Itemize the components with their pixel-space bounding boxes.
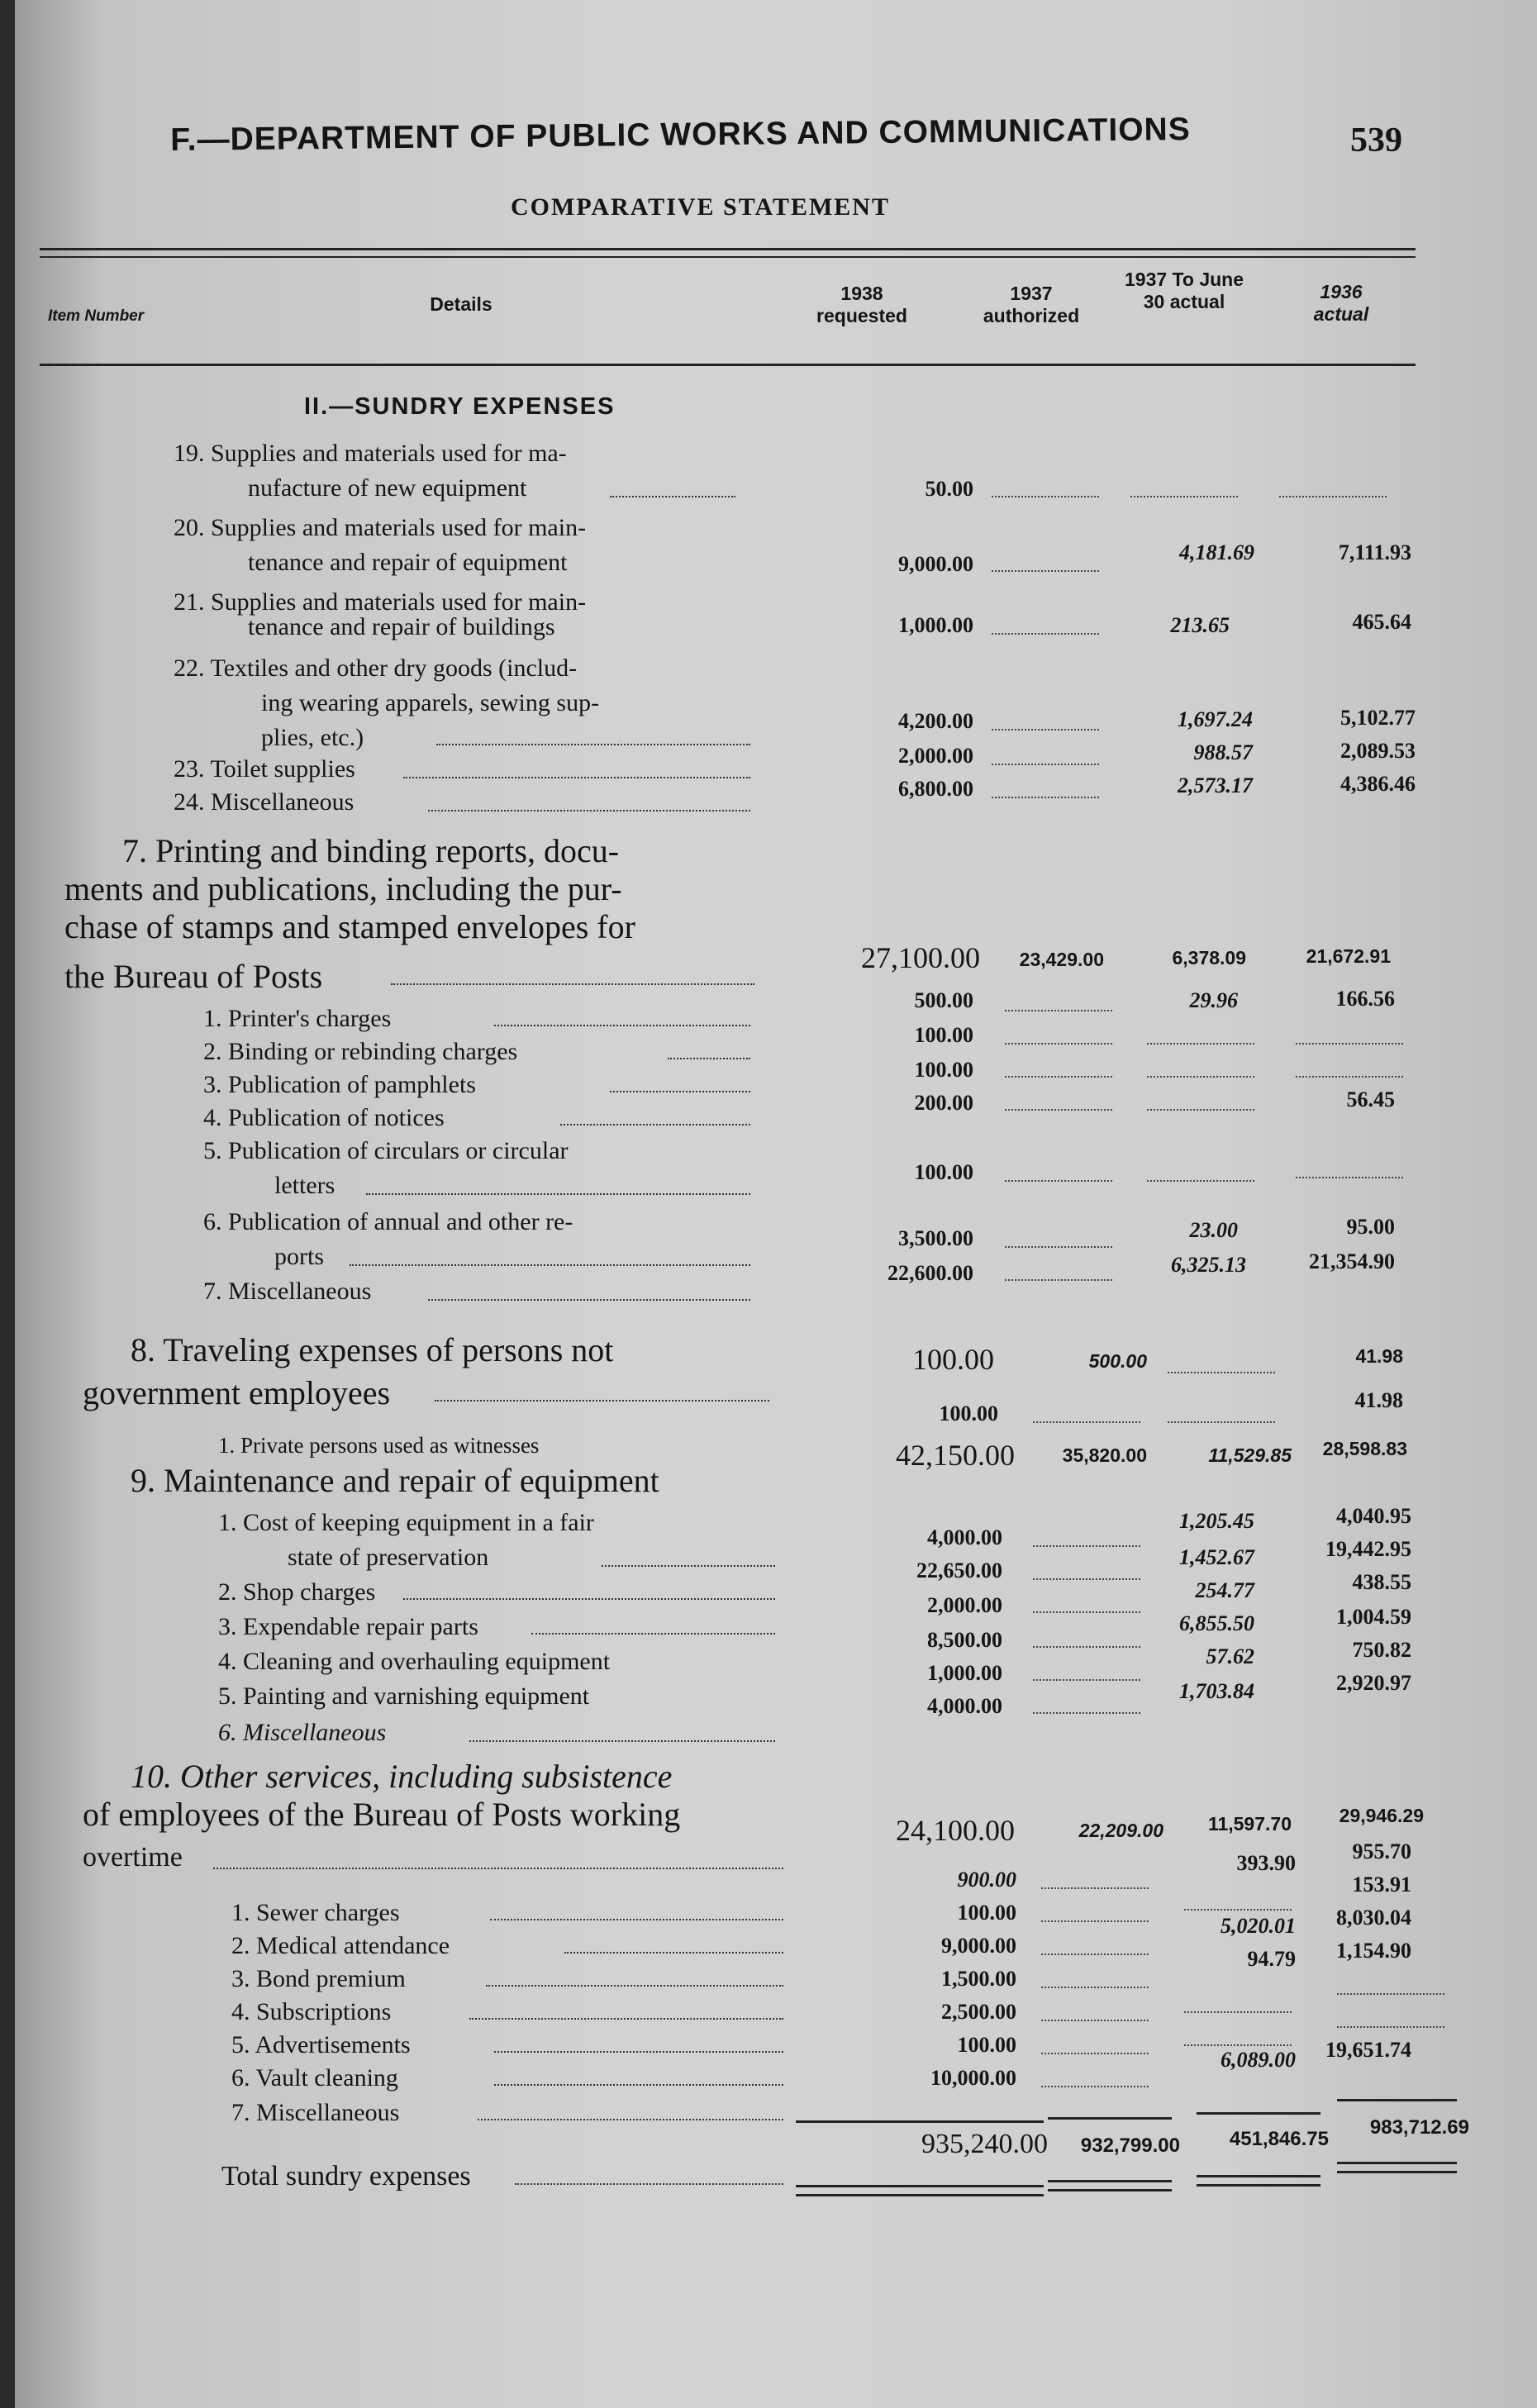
empty-cell bbox=[1033, 1646, 1140, 1648]
g10-sub1-req-1938: 100.00 bbox=[957, 1901, 1016, 1925]
g7-sub5-line2: letters bbox=[274, 1172, 335, 1199]
column-item-number: Item Number bbox=[48, 307, 145, 325]
g7-sub1-label: 1. Printer's charges bbox=[203, 1005, 392, 1032]
item-22-req-1938: 4,200.00 bbox=[898, 709, 973, 733]
g9-sub5-req-1938: 4,000.00 bbox=[927, 1694, 1002, 1718]
leader-dots bbox=[564, 1952, 783, 1954]
empty-cell bbox=[992, 797, 1099, 798]
leader-dots bbox=[366, 1193, 750, 1195]
g10-sub3-req-1938: 1,500.00 bbox=[941, 1967, 1016, 1991]
sum-rule bbox=[796, 2120, 1044, 2123]
item-23-label: 23. Toilet supplies bbox=[174, 755, 355, 783]
g10-sub1-label: 1. Sewer charges bbox=[231, 1899, 400, 1926]
g7-sub6-req-1938: 3,500.00 bbox=[898, 1226, 973, 1250]
group-7-line2: ments and publications, including the pur- bbox=[64, 870, 622, 907]
g7-sub4-label: 4. Publication of notices bbox=[203, 1104, 445, 1131]
empty-cell bbox=[1168, 1372, 1275, 1373]
g7-sub7-act-1936: 21,354.90 bbox=[1309, 1249, 1395, 1273]
leader-dots bbox=[391, 983, 754, 985]
empty-cell bbox=[1041, 1954, 1149, 1955]
empty-cell bbox=[1184, 1909, 1292, 1911]
g7-sub2-label: 2. Binding or rebinding charges bbox=[203, 1038, 518, 1065]
empty-cell bbox=[1033, 1578, 1140, 1580]
leader-dots bbox=[436, 744, 750, 745]
g7-sub2-req-1938: 100.00 bbox=[914, 1023, 973, 1047]
empty-cell bbox=[1041, 1887, 1149, 1889]
item-19-line1: 19. Supplies and materials used for ma- bbox=[174, 440, 567, 467]
item-23-req-1938: 2,000.00 bbox=[898, 744, 973, 768]
group-10-line2: of employees of the Bureau of Posts working bbox=[83, 1796, 681, 1833]
leader-dots bbox=[428, 810, 750, 811]
empty-cell bbox=[1168, 1421, 1275, 1423]
group-9-act-1936: 28,598.83 bbox=[1322, 1438, 1407, 1459]
g10-sub4-label: 4. Subscriptions bbox=[231, 1998, 392, 2025]
group-7-req-1938: 27,100.00 bbox=[861, 941, 980, 974]
leader-dots bbox=[560, 1124, 750, 1125]
empty-cell bbox=[1033, 1712, 1140, 1714]
group-9-req-1938: 42,150.00 bbox=[896, 1439, 1015, 1472]
g10-sub6-act-1937: 6,089.00 bbox=[1221, 2048, 1296, 2072]
group-10-req-1938: 24,100.00 bbox=[896, 1814, 1015, 1847]
empty-cell bbox=[1041, 1987, 1149, 1988]
empty-cell bbox=[1033, 1545, 1140, 1547]
empty-cell bbox=[1184, 2011, 1292, 2013]
group-10-auth-1937: 22,209.00 bbox=[1078, 1820, 1163, 1841]
empty-cell bbox=[1005, 1246, 1112, 1248]
g10-sub3-label: 3. Bond premium bbox=[231, 1965, 406, 1992]
group-10-line3: overtime bbox=[83, 1842, 183, 1873]
group-9-act-1937: 11,529.85 bbox=[1208, 1444, 1292, 1466]
leader-dots bbox=[486, 1985, 783, 1987]
g9-sub5-label: 5. Painting and varnishing equipment bbox=[218, 1682, 590, 1710]
g7-sub7-label: 7. Miscellaneous bbox=[203, 1278, 372, 1305]
leader-dots bbox=[494, 2051, 783, 2053]
item-22-line1: 22. Textiles and other dry goods (includ- bbox=[174, 654, 578, 682]
sum-rule bbox=[1197, 2112, 1320, 2115]
g10-sub4-req-1938: 2,500.00 bbox=[941, 2000, 1016, 2024]
item-21-line1: 21. Supplies and materials used for main- bbox=[174, 588, 587, 616]
empty-cell bbox=[1296, 1177, 1403, 1178]
g9-sub2-label: 2. Shop charges bbox=[218, 1578, 376, 1606]
leader-dots bbox=[469, 2018, 783, 2020]
group-7-act-1937: 6,378.09 bbox=[1172, 947, 1246, 968]
item-23-act-1937: 988.57 bbox=[1193, 740, 1253, 764]
empty-cell bbox=[1005, 1109, 1112, 1111]
g9-sub1-act-1937: 1,205.45 bbox=[1179, 1509, 1254, 1533]
g9-sub2-act-1936: 438.55 bbox=[1352, 1570, 1411, 1594]
g7-sub7-req-1938: 22,600.00 bbox=[887, 1261, 973, 1285]
group-9-auth-1937: 35,820.00 bbox=[1062, 1444, 1147, 1466]
group-8-auth-1937: 500.00 bbox=[1088, 1350, 1147, 1372]
g7-sub4-act-1936: 56.45 bbox=[1346, 1087, 1395, 1111]
leader-dots bbox=[490, 1919, 783, 1920]
g10-sub3-act-1936: 1,154.90 bbox=[1336, 1939, 1411, 1963]
total-auth-1937: 932,799.00 bbox=[1080, 2134, 1180, 2157]
item-20-line1: 20. Supplies and materials used for main- bbox=[174, 514, 587, 541]
empty-cell bbox=[1147, 1043, 1254, 1045]
g8-sub1-label: 1. Private persons used as witnesses bbox=[218, 1433, 540, 1458]
column-details: Details bbox=[430, 293, 493, 315]
item-21-act-1936: 465.64 bbox=[1352, 610, 1411, 634]
item-22-act-1937: 1,697.24 bbox=[1178, 707, 1253, 731]
item-21-line2: tenance and repair of buildings bbox=[248, 613, 555, 640]
item-20-req-1938: 9,000.00 bbox=[898, 552, 973, 576]
empty-cell bbox=[1296, 1043, 1403, 1045]
g10-sub1-act-1936: 153.91 bbox=[1352, 1873, 1411, 1896]
item-21-req-1938: 1,000.00 bbox=[898, 613, 973, 637]
empty-cell bbox=[1005, 1076, 1112, 1078]
g10-sub6-req-1938: 10,000.00 bbox=[930, 2066, 1016, 2090]
group-8-line2: government employees bbox=[83, 1374, 391, 1411]
g10-sub2-act-1937: 5,020.01 bbox=[1221, 1914, 1296, 1938]
empty-cell bbox=[992, 570, 1099, 572]
sum-rule bbox=[1337, 2099, 1457, 2101]
column-1938-requested: 1938 requested bbox=[816, 283, 907, 326]
g7-sub5-req-1938: 100.00 bbox=[914, 1160, 973, 1184]
g9-sub2-act-1937: 254.77 bbox=[1195, 1578, 1254, 1602]
empty-cell bbox=[992, 729, 1099, 730]
g7-sub7-act-1937: 6,325.13 bbox=[1171, 1253, 1246, 1277]
total-act-1936: 983,712.69 bbox=[1369, 2116, 1469, 2139]
empty-cell bbox=[1296, 1076, 1403, 1078]
total-double-rule bbox=[796, 2185, 1044, 2196]
g7-sub1-act-1937: 29.96 bbox=[1189, 988, 1238, 1012]
total-double-rule bbox=[1197, 2175, 1320, 2187]
item-22-act-1936: 5,102.77 bbox=[1340, 706, 1416, 730]
document-page bbox=[15, 0, 1537, 2408]
leader-dots bbox=[668, 1058, 750, 1059]
empty-cell bbox=[992, 764, 1099, 765]
g9-sub4-req-1938: 1,000.00 bbox=[927, 1661, 1002, 1685]
g7-sub5-line1: 5. Publication of circulars or circular bbox=[203, 1137, 569, 1164]
leader-dots bbox=[435, 1400, 769, 1401]
g10-sub6-label: 6. Vault cleaning bbox=[231, 2064, 398, 2092]
group-8-req-1938: 100.00 bbox=[912, 1343, 994, 1376]
empty-cell bbox=[1033, 1679, 1140, 1681]
item-21-act-1937: 213.65 bbox=[1170, 613, 1230, 637]
column-1937-authorized: 1937 authorized bbox=[983, 283, 1080, 326]
empty-cell bbox=[1337, 2026, 1444, 2028]
leader-dots bbox=[403, 777, 750, 778]
item-24-req-1938: 6,800.00 bbox=[898, 777, 973, 801]
leader-dots bbox=[428, 1299, 750, 1301]
item-24-act-1936: 4,386.46 bbox=[1340, 772, 1416, 796]
g10-sub5-req-1938: 100.00 bbox=[957, 2033, 1016, 2057]
g9-sub1-line2: state of preservation bbox=[288, 1544, 489, 1571]
g10-sub2-label: 2. Medical attendance bbox=[231, 1932, 450, 1959]
total-double-rule bbox=[1337, 2162, 1457, 2173]
total-act-1937: 451,846.75 bbox=[1229, 2128, 1329, 2150]
g9-sub2-req-1938: 2,000.00 bbox=[927, 1593, 1002, 1617]
leader-dots bbox=[469, 1740, 775, 1742]
item-20-act-1936: 7,111.93 bbox=[1338, 540, 1411, 564]
column-1936-actual: 1936 actual bbox=[1313, 281, 1369, 325]
g8-sub1-req-1938: 100.00 bbox=[939, 1401, 998, 1425]
item-24-act-1937: 2,573.17 bbox=[1178, 773, 1253, 797]
leader-dots bbox=[213, 1868, 783, 1869]
empty-cell bbox=[1005, 1043, 1112, 1045]
item-19-req-1938: 50.00 bbox=[925, 477, 973, 501]
header-rule-top bbox=[40, 248, 1416, 250]
g10-sub3-act-1937: 94.79 bbox=[1247, 1947, 1296, 1971]
g10-sub2-act-1936: 8,030.04 bbox=[1336, 1906, 1411, 1930]
g8-sub1-act-1936: 41.98 bbox=[1354, 1388, 1403, 1412]
empty-cell bbox=[1041, 1920, 1149, 1922]
g10-sub7-label: 7. Miscellaneous bbox=[231, 2099, 400, 2126]
g9-sub5-act-1936: 2,920.97 bbox=[1336, 1671, 1411, 1695]
item-23-act-1936: 2,089.53 bbox=[1340, 739, 1416, 763]
leader-dots bbox=[602, 1565, 775, 1567]
g7-sub6-act-1937: 23.00 bbox=[1189, 1218, 1238, 1242]
section-title: II.—SUNDRY EXPENSES bbox=[304, 393, 616, 420]
group-9-line1: 9. Maintenance and repair of equipment bbox=[131, 1462, 659, 1499]
g9-sub1b-req-1938: 22,650.00 bbox=[916, 1559, 1002, 1582]
leader-dots bbox=[610, 496, 735, 497]
empty-cell bbox=[992, 496, 1099, 497]
header-rule-top2 bbox=[40, 256, 1416, 258]
leader-dots bbox=[494, 1025, 750, 1026]
leader-dots bbox=[478, 2119, 783, 2120]
group-7-line1: 7. Printing and binding reports, docu- bbox=[122, 832, 620, 869]
g9-sub4-label: 4. Cleaning and overhauling equipment bbox=[218, 1648, 611, 1675]
total-double-rule bbox=[1048, 2180, 1172, 2191]
g7-sub6-line2: ports bbox=[274, 1243, 324, 1270]
leader-dots bbox=[403, 1598, 775, 1600]
page-subtitle: COMPARATIVE STATEMENT bbox=[511, 193, 890, 221]
g9-sub1b-act-1937: 1,452.67 bbox=[1179, 1545, 1254, 1569]
empty-cell bbox=[1147, 1180, 1254, 1182]
g10-sub0-req-1938: 900.00 bbox=[957, 1868, 1016, 1892]
g9-sub4-act-1937: 57.62 bbox=[1206, 1644, 1254, 1668]
item-22-line2: ing wearing apparels, sewing sup- bbox=[261, 689, 600, 716]
g9-sub5-act-1937: 1,703.84 bbox=[1179, 1679, 1254, 1703]
g7-sub3-req-1938: 100.00 bbox=[914, 1058, 973, 1082]
g9-sub1b-act-1936: 19,442.95 bbox=[1325, 1537, 1411, 1561]
g10-sub0-act-1936: 955.70 bbox=[1352, 1839, 1411, 1863]
item-24-label: 24. Miscellaneous bbox=[174, 788, 355, 816]
g7-sub6-line1: 6. Publication of annual and other re- bbox=[203, 1208, 573, 1235]
g9-sub3-act-1936: 1,004.59 bbox=[1336, 1605, 1411, 1629]
empty-cell bbox=[1147, 1109, 1254, 1111]
empty-cell bbox=[1033, 1611, 1140, 1613]
group-8-line1: 8. Traveling expenses of persons not bbox=[131, 1331, 614, 1368]
g9-sub1-req-1938: 4,000.00 bbox=[927, 1525, 1002, 1549]
page-title: F.—DEPARTMENT OF PUBLIC WORKS AND COMMUNICATIONS bbox=[170, 112, 1191, 158]
group-10-act-1936: 29,946.29 bbox=[1339, 1805, 1424, 1826]
sum-rule bbox=[1048, 2117, 1172, 2120]
g9-sub6-label: 6. Miscellaneous bbox=[218, 1719, 387, 1746]
g10-sub6-act-1936: 19,651.74 bbox=[1325, 2038, 1411, 2062]
g7-sub1-act-1936: 166.56 bbox=[1335, 987, 1395, 1011]
group-8-act-1936: 41.98 bbox=[1355, 1345, 1403, 1367]
group-10-line1: 10. Other services, including subsistence bbox=[131, 1758, 673, 1795]
empty-cell bbox=[1005, 1279, 1112, 1281]
column-1937-actual: 1937 To June 30 actual bbox=[1124, 269, 1244, 312]
g7-sub6-act-1936: 95.00 bbox=[1346, 1215, 1395, 1239]
g10-sub2-req-1938: 9,000.00 bbox=[941, 1934, 1016, 1958]
empty-cell bbox=[1005, 1180, 1112, 1182]
page-number: 539 bbox=[1350, 121, 1402, 159]
total-label: Total sundry expenses bbox=[221, 2161, 471, 2191]
g9-sub4-act-1936: 750.82 bbox=[1352, 1638, 1411, 1662]
leader-dots bbox=[494, 2084, 783, 2086]
group-7-line3: chase of stamps and stamped envelopes for bbox=[64, 908, 635, 945]
empty-cell bbox=[1041, 2020, 1149, 2021]
header-rule-bottom bbox=[40, 364, 1416, 366]
g9-sub1-line1: 1. Cost of keeping equipment in a fair bbox=[218, 1509, 594, 1536]
group-7-line4: the Bureau of Posts bbox=[64, 958, 323, 995]
g10-sub0-act-1937: 393.90 bbox=[1236, 1851, 1296, 1875]
g9-sub3-act-1937: 6,855.50 bbox=[1179, 1611, 1254, 1635]
empty-cell bbox=[1005, 1010, 1112, 1011]
leader-dots bbox=[531, 1633, 775, 1635]
empty-cell bbox=[1033, 1421, 1140, 1423]
empty-cell bbox=[1130, 496, 1238, 497]
empty-cell bbox=[1279, 496, 1387, 497]
g7-sub1-req-1938: 500.00 bbox=[914, 988, 973, 1012]
total-req-1938: 935,240.00 bbox=[921, 2129, 1048, 2159]
g9-sub1-act-1936: 4,040.95 bbox=[1336, 1504, 1411, 1528]
g7-sub4-req-1938: 200.00 bbox=[914, 1091, 973, 1115]
group-7-auth-1937: 23,429.00 bbox=[1019, 949, 1104, 970]
g7-sub3-label: 3. Publication of pamphlets bbox=[203, 1071, 476, 1098]
item-22-line3: plies, etc.) bbox=[261, 724, 364, 751]
item-20-act-1937: 4,181.69 bbox=[1179, 540, 1254, 564]
group-10-act-1937: 11,597.70 bbox=[1207, 1813, 1292, 1835]
group-7-act-1936: 21,672.91 bbox=[1306, 945, 1391, 967]
empty-cell bbox=[1041, 2086, 1149, 2087]
leader-dots bbox=[610, 1091, 750, 1092]
leader-dots bbox=[350, 1264, 750, 1266]
leader-dots bbox=[515, 2183, 783, 2185]
item-20-line2: tenance and repair of equipment bbox=[248, 549, 568, 576]
empty-cell bbox=[1147, 1076, 1254, 1078]
empty-cell bbox=[992, 633, 1099, 635]
g9-sub3-label: 3. Expendable repair parts bbox=[218, 1613, 478, 1640]
g10-sub5-label: 5. Advertisements bbox=[231, 2031, 411, 2058]
empty-cell bbox=[1184, 2044, 1292, 2046]
item-19-line2: nufacture of new equipment bbox=[248, 474, 527, 502]
empty-cell bbox=[1041, 2053, 1149, 2054]
g9-sub3-req-1938: 8,500.00 bbox=[927, 1628, 1002, 1652]
empty-cell bbox=[1337, 1993, 1444, 1995]
